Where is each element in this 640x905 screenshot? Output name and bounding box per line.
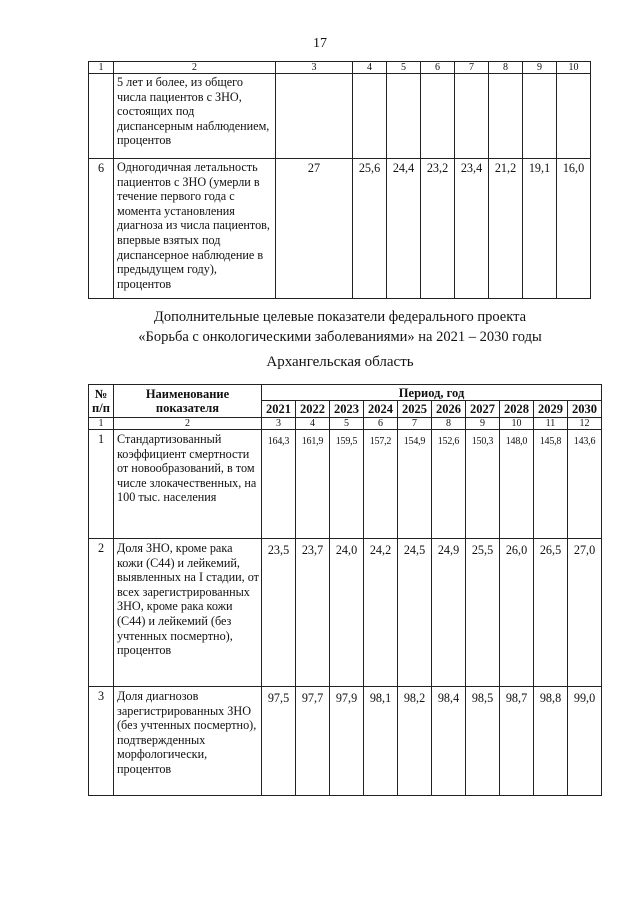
indicator-name: 5 лет и более, из общего числа пациентов с ЗНО, состоящих под диспансерным наблюдением, процентов bbox=[114, 74, 276, 159]
column-index: 12 bbox=[568, 418, 602, 430]
value-cell: 152,6 bbox=[432, 430, 466, 539]
column-index: 7 bbox=[398, 418, 432, 430]
value-cell bbox=[557, 74, 591, 159]
table-row bbox=[89, 687, 602, 796]
column-index: 3 bbox=[262, 418, 296, 430]
column-index: 1 bbox=[89, 418, 114, 430]
header-year: 2029 bbox=[534, 401, 568, 418]
section-title-line-2: «Борьба с онкологическими заболеваниями» на 2021 – 2030 годы bbox=[138, 329, 542, 345]
region-title: Архангельская область bbox=[266, 354, 414, 370]
column-index: 9 bbox=[466, 418, 500, 430]
value-cell: 25,5 bbox=[466, 539, 500, 687]
value-cell: 154,9 bbox=[398, 430, 432, 539]
base-value bbox=[276, 74, 353, 159]
value-cell: 145,8 bbox=[534, 430, 568, 539]
column-index: 5 bbox=[330, 418, 364, 430]
column-index: 6 bbox=[364, 418, 398, 430]
column-index: 10 bbox=[500, 418, 534, 430]
value-cell: 23,4 bbox=[455, 159, 489, 299]
column-index: 2 bbox=[114, 418, 262, 430]
column-index: 8 bbox=[489, 62, 523, 74]
header-year: 2030 bbox=[568, 401, 602, 418]
value-cell bbox=[387, 74, 421, 159]
value-cell bbox=[455, 74, 489, 159]
value-cell: 97,9 bbox=[330, 687, 364, 796]
value-cell: 19,1 bbox=[523, 159, 557, 299]
header-number: № п/п bbox=[89, 385, 114, 418]
column-index: 4 bbox=[353, 62, 387, 74]
header-row bbox=[89, 385, 602, 401]
indicator-name: Стандартизованный коэффициент смертности от новообразований, в том числе злокачественных, на 100 тыс. населения bbox=[114, 430, 262, 539]
column-index: 5 bbox=[387, 62, 421, 74]
value-cell bbox=[421, 74, 455, 159]
value-cell: 98,2 bbox=[398, 687, 432, 796]
value-cell: 97,7 bbox=[296, 687, 330, 796]
column-index: 4 bbox=[296, 418, 330, 430]
header-year: 2023 bbox=[330, 401, 364, 418]
value-cell: 98,5 bbox=[466, 687, 500, 796]
value-cell: 24,9 bbox=[432, 539, 466, 687]
header-year: 2027 bbox=[466, 401, 500, 418]
value-cell: 98,8 bbox=[534, 687, 568, 796]
indicator-name: Одногодичная летальность пациентов с ЗНО (умерли в течение первого года с момента установления диагноза из числа пациентов, впервые взятых под диспансерное наблюдение в предыдущем году), процентов bbox=[114, 159, 276, 299]
value-cell: 159,5 bbox=[330, 430, 364, 539]
value-cell bbox=[489, 74, 523, 159]
value-cell: 16,0 bbox=[557, 159, 591, 299]
base-value: 27 bbox=[276, 159, 353, 299]
table-row bbox=[89, 539, 602, 687]
column-index: 7 bbox=[455, 62, 489, 74]
value-cell: 24,5 bbox=[398, 539, 432, 687]
value-cell: 98,1 bbox=[364, 687, 398, 796]
column-index: 1 bbox=[89, 62, 114, 74]
value-cell: 26,0 bbox=[500, 539, 534, 687]
value-cell: 25,6 bbox=[353, 159, 387, 299]
column-index-row bbox=[89, 62, 591, 74]
value-cell: 27,0 bbox=[568, 539, 602, 687]
value-cell: 98,4 bbox=[432, 687, 466, 796]
continuation-table bbox=[88, 61, 591, 299]
table-row bbox=[89, 159, 591, 299]
header-year: 2026 bbox=[432, 401, 466, 418]
header-year: 2025 bbox=[398, 401, 432, 418]
column-index: 2 bbox=[114, 62, 276, 74]
header-indicator-name: Наименование показателя bbox=[114, 385, 262, 418]
value-cell: 21,2 bbox=[489, 159, 523, 299]
header-year: 2028 bbox=[500, 401, 534, 418]
section-title-line-1: Дополнительные целевые показатели федерального проекта bbox=[153, 309, 527, 325]
column-index: 9 bbox=[523, 62, 557, 74]
value-cell bbox=[523, 74, 557, 159]
column-index: 8 bbox=[432, 418, 466, 430]
value-cell: 98,7 bbox=[500, 687, 534, 796]
header-year: 2024 bbox=[364, 401, 398, 418]
column-index: 3 bbox=[276, 62, 353, 74]
value-cell: 99,0 bbox=[568, 687, 602, 796]
value-cell: 24,0 bbox=[330, 539, 364, 687]
indicator-name: Доля ЗНО, кроме рака кожи (С44) и лейкемий, выявленных на I стадии, от всех зарегистрированных ЗНО, кроме рака кожи (С44) и лейкемий (без учтенных посмертно), процентов bbox=[114, 539, 262, 687]
column-index-row bbox=[89, 418, 602, 430]
row-number: 3 bbox=[89, 687, 114, 796]
value-cell: 164,3 bbox=[262, 430, 296, 539]
value-cell: 161,9 bbox=[296, 430, 330, 539]
header-year: 2022 bbox=[296, 401, 330, 418]
header-period: Период, год bbox=[262, 385, 602, 401]
value-cell: 148,0 bbox=[500, 430, 534, 539]
value-cell: 23,2 bbox=[421, 159, 455, 299]
value-cell: 150,3 bbox=[466, 430, 500, 539]
value-cell: 97,5 bbox=[262, 687, 296, 796]
row-number bbox=[89, 74, 114, 159]
row-number: 2 bbox=[89, 539, 114, 687]
row-number: 1 bbox=[89, 430, 114, 539]
value-cell: 143,6 bbox=[568, 430, 602, 539]
row-number: 6 bbox=[89, 159, 114, 299]
header-year: 2021 bbox=[262, 401, 296, 418]
column-index: 6 bbox=[421, 62, 455, 74]
value-cell bbox=[353, 74, 387, 159]
indicator-name: Доля диагнозов зарегистрированных ЗНО (без учтенных посмертно), подтвержденных морфологически, процентов bbox=[114, 687, 262, 796]
page-number: 17 bbox=[313, 36, 327, 51]
column-index: 10 bbox=[557, 62, 591, 74]
value-cell: 24,2 bbox=[364, 539, 398, 687]
value-cell: 23,5 bbox=[262, 539, 296, 687]
value-cell: 157,2 bbox=[364, 430, 398, 539]
value-cell: 23,7 bbox=[296, 539, 330, 687]
column-index: 11 bbox=[534, 418, 568, 430]
table-row bbox=[89, 430, 602, 539]
value-cell: 24,4 bbox=[387, 159, 421, 299]
table-row bbox=[89, 74, 591, 159]
indicators-table bbox=[88, 384, 602, 796]
value-cell: 26,5 bbox=[534, 539, 568, 687]
